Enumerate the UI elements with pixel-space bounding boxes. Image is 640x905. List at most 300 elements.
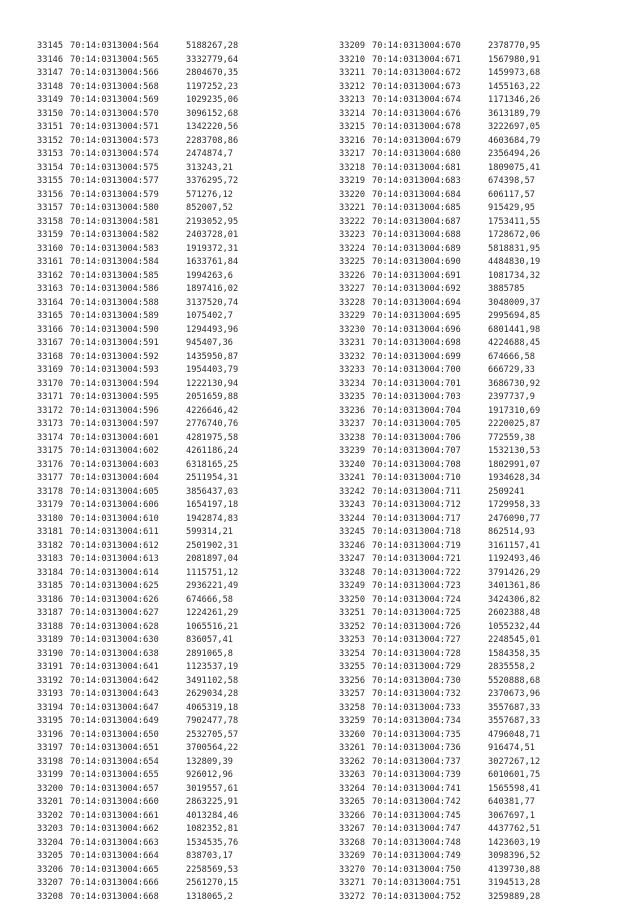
table-row <box>339 499 629 513</box>
table-row <box>339 351 629 365</box>
row-number: 33204 <box>37 837 64 848</box>
row-number: 33188 <box>37 621 64 632</box>
table-row <box>339 310 629 324</box>
row-number: 33167 <box>37 338 64 348</box>
cadastral-value: 571276,12 <box>186 189 234 200</box>
table-row <box>339 81 629 95</box>
table-row <box>37 891 327 905</box>
cadastral-value: 2356494,26 <box>488 149 541 159</box>
cadastral-number: 70:14:0313004:642 <box>70 675 159 686</box>
cadastral-number: 70:14:0313004:671 <box>372 54 461 65</box>
cadastral-value: 3137520,74 <box>186 297 239 308</box>
row-number: 33189 <box>37 635 64 645</box>
cadastral-value: 6801441,98 <box>488 324 541 335</box>
table-row <box>339 121 629 135</box>
cadastral-number: 70:14:0313004:651 <box>70 743 159 753</box>
cadastral-number: 70:14:0313004:700 <box>372 365 461 375</box>
cadastral-value: 2561270,15 <box>186 878 239 888</box>
cadastral-value: 599314,21 <box>186 527 234 537</box>
row-number: 33237 <box>339 419 366 429</box>
cadastral-value: 4065319,18 <box>186 702 239 713</box>
row-number: 33168 <box>37 351 64 362</box>
row-number: 33271 <box>339 878 366 888</box>
table-row <box>339 202 629 216</box>
cadastral-value: 3856437,03 <box>186 486 239 497</box>
table-row <box>37 769 327 783</box>
cadastral-value: 2511954,31 <box>186 473 239 483</box>
table-row <box>339 864 629 878</box>
row-number: 33245 <box>339 527 366 537</box>
cadastral-value: 4261186,24 <box>186 446 239 456</box>
cadastral-number: 70:14:0313004:605 <box>70 486 159 497</box>
row-number: 33216 <box>339 135 366 146</box>
cadastral-value: 5520888,68 <box>488 675 541 686</box>
row-number: 33226 <box>339 270 366 281</box>
cadastral-number: 70:14:0313004:601 <box>70 432 159 443</box>
table-row <box>339 216 629 230</box>
row-number: 33210 <box>339 54 366 65</box>
cadastral-number: 70:14:0313004:679 <box>372 135 461 146</box>
cadastral-value: 3686730,92 <box>488 378 541 389</box>
table-row <box>339 270 629 284</box>
cadastral-number: 70:14:0313004:742 <box>372 797 461 807</box>
row-number: 33263 <box>339 770 366 780</box>
cadastral-value: 3376295,72 <box>186 176 239 186</box>
row-number: 33156 <box>37 189 64 200</box>
cadastral-value: 1942874,83 <box>186 513 239 524</box>
cadastral-value: 1171346,26 <box>488 95 541 105</box>
cadastral-value: 3791426,29 <box>488 567 541 578</box>
table-row <box>339 445 629 459</box>
row-number: 33147 <box>37 68 64 78</box>
row-number: 33179 <box>37 500 64 510</box>
cadastral-number: 70:14:0313004:614 <box>70 567 159 578</box>
cadastral-number: 70:14:0313004:717 <box>372 513 461 524</box>
cadastral-number: 70:14:0313004:708 <box>372 459 461 470</box>
table-row <box>37 243 327 257</box>
cadastral-number: 70:14:0313004:673 <box>372 81 461 92</box>
cadastral-number: 70:14:0313004:730 <box>372 675 461 686</box>
cadastral-value: 2936221,49 <box>186 581 239 591</box>
table-row <box>339 621 629 635</box>
row-number: 33178 <box>37 486 64 497</box>
row-number: 33228 <box>339 297 366 308</box>
table-row <box>339 796 629 810</box>
row-number: 33227 <box>339 284 366 294</box>
cadastral-value: 1055232,44 <box>488 621 541 632</box>
table-row <box>37 486 327 500</box>
table-row <box>37 202 327 216</box>
table-row <box>37 40 327 54</box>
cadastral-number: 70:14:0313004:748 <box>372 837 461 848</box>
cadastral-value: 3161157,41 <box>488 540 541 551</box>
cadastral-number: 70:14:0313004:701 <box>372 378 461 389</box>
row-number: 33241 <box>339 473 366 483</box>
cadastral-number: 70:14:0313004:676 <box>372 108 461 119</box>
row-number: 33192 <box>37 675 64 686</box>
cadastral-number: 70:14:0313004:585 <box>70 270 159 281</box>
cadastral-number: 70:14:0313004:662 <box>70 824 159 834</box>
table-row <box>339 783 629 797</box>
row-number: 33221 <box>339 203 366 213</box>
row-number: 33176 <box>37 459 64 470</box>
table-row <box>37 499 327 513</box>
cadastral-number: 70:14:0313004:752 <box>372 891 461 902</box>
table-row <box>339 135 629 149</box>
cadastral-value: 1809075,41 <box>488 162 541 173</box>
cadastral-number: 70:14:0313004:592 <box>70 351 159 362</box>
cadastral-value: 4226646,42 <box>186 405 239 416</box>
table-row <box>37 459 327 473</box>
row-number: 33235 <box>339 392 366 402</box>
cadastral-number: 70:14:0313004:626 <box>70 594 159 605</box>
cadastral-number: 70:14:0313004:687 <box>372 216 461 227</box>
cadastral-value: 1342220,56 <box>186 122 239 132</box>
row-number: 33170 <box>37 378 64 389</box>
cadastral-value: 2804670,35 <box>186 68 239 78</box>
cadastral-value: 3557687,33 <box>488 716 541 726</box>
table-row <box>339 553 629 567</box>
table-row <box>339 634 629 648</box>
cadastral-number: 70:14:0313004:703 <box>372 392 461 402</box>
row-number: 33220 <box>339 189 366 200</box>
cadastral-value: 1075402,7 <box>186 311 234 321</box>
row-number: 33233 <box>339 365 366 375</box>
row-number: 33171 <box>37 392 64 402</box>
row-number: 33214 <box>339 108 366 119</box>
table-row <box>37 756 327 770</box>
cadastral-number: 70:14:0313004:641 <box>70 662 159 672</box>
right-column <box>339 40 629 904</box>
cadastral-value: 6010601,75 <box>488 770 541 780</box>
table-row <box>37 148 327 162</box>
table-row <box>339 810 629 824</box>
cadastral-number: 70:14:0313004:591 <box>70 338 159 348</box>
cadastral-value: 3019557,61 <box>186 783 239 794</box>
table-row <box>37 796 327 810</box>
row-number: 33257 <box>339 689 366 699</box>
cadastral-value: 666729,33 <box>488 365 536 375</box>
row-number: 33270 <box>339 864 366 875</box>
cadastral-value: 1423603,19 <box>488 837 541 848</box>
cadastral-value: 1654197,18 <box>186 500 239 510</box>
cadastral-number: 70:14:0313004:574 <box>70 149 159 159</box>
cadastral-value: 1459973,68 <box>488 68 541 78</box>
cadastral-number: 70:14:0313004:595 <box>70 392 159 402</box>
cadastral-value: 4603684,79 <box>488 135 541 146</box>
cadastral-value: 2051659,88 <box>186 392 239 402</box>
row-number: 33240 <box>339 459 366 470</box>
table-row <box>37 418 327 432</box>
row-number: 33249 <box>339 581 366 591</box>
row-number: 33184 <box>37 567 64 578</box>
cadastral-value: 3048009,37 <box>488 297 541 308</box>
cadastral-number: 70:14:0313004:728 <box>372 648 461 659</box>
cadastral-value: 3491102,58 <box>186 675 239 686</box>
cadastral-number: 70:14:0313004:606 <box>70 500 159 510</box>
cadastral-value: 3194513,28 <box>488 878 541 888</box>
row-number: 33152 <box>37 135 64 146</box>
table-row <box>37 877 327 891</box>
cadastral-number: 70:14:0313004:625 <box>70 581 159 591</box>
row-number: 33267 <box>339 824 366 834</box>
cadastral-value: 2629034,28 <box>186 689 239 699</box>
cadastral-number: 70:14:0313004:737 <box>372 756 461 767</box>
row-number: 33219 <box>339 176 366 186</box>
cadastral-value: 4437762,51 <box>488 824 541 834</box>
cadastral-number: 70:14:0313004:613 <box>70 554 159 564</box>
table-row <box>37 189 327 203</box>
table-row <box>37 54 327 68</box>
cadastral-value: 1065516,21 <box>186 621 239 632</box>
cadastral-value: 1753411,55 <box>488 216 541 227</box>
row-number: 33182 <box>37 540 64 551</box>
cadastral-value: 2476090,77 <box>488 513 541 524</box>
cadastral-value: 7902477,78 <box>186 716 239 726</box>
table-row <box>37 634 327 648</box>
cadastral-value: 4484830,19 <box>488 257 541 267</box>
cadastral-value: 2283708,86 <box>186 135 239 146</box>
table-row <box>339 108 629 122</box>
table-row <box>37 621 327 635</box>
cadastral-number: 70:14:0313004:581 <box>70 216 159 227</box>
cadastral-value: 836057,41 <box>186 635 234 645</box>
table-row <box>37 540 327 554</box>
cadastral-number: 70:14:0313004:588 <box>70 297 159 308</box>
row-number: 33162 <box>37 270 64 281</box>
cadastral-number: 70:14:0313004:704 <box>372 405 461 416</box>
cadastral-number: 70:14:0313004:568 <box>70 81 159 92</box>
cadastral-value: 2397737,9 <box>488 392 536 402</box>
row-number: 33187 <box>37 608 64 618</box>
row-number: 33145 <box>37 41 64 51</box>
row-number: 33197 <box>37 743 64 753</box>
cadastral-value: 1197252,23 <box>186 81 239 92</box>
table-row <box>37 648 327 662</box>
cadastral-number: 70:14:0313004:580 <box>70 203 159 213</box>
table-row <box>339 297 629 311</box>
cadastral-number: 70:14:0313004:732 <box>372 689 461 699</box>
cadastral-value: 2995694,85 <box>488 311 541 321</box>
cadastral-value: 2193052,95 <box>186 216 239 227</box>
row-number: 33258 <box>339 702 366 713</box>
cadastral-value: 2081897,04 <box>186 554 239 564</box>
table-row <box>339 837 629 851</box>
row-number: 33213 <box>339 95 366 105</box>
cadastral-value: 772559,38 <box>488 432 536 443</box>
table-row <box>339 486 629 500</box>
cadastral-number: 70:14:0313004:688 <box>372 230 461 240</box>
table-row <box>37 324 327 338</box>
cadastral-value: 3067697,1 <box>488 810 536 821</box>
cadastral-value: 2835558,2 <box>488 662 536 672</box>
cadastral-number: 70:14:0313004:666 <box>70 878 159 888</box>
row-number: 33191 <box>37 662 64 672</box>
cadastral-value: 1115751,12 <box>186 567 239 578</box>
cadastral-value: 2378770,95 <box>488 41 541 51</box>
cadastral-number: 70:14:0313004:630 <box>70 635 159 645</box>
cadastral-number: 70:14:0313004:672 <box>372 68 461 78</box>
cadastral-value: 3885785 <box>488 284 525 294</box>
row-number: 33247 <box>339 554 366 564</box>
cadastral-number: 70:14:0313004:668 <box>70 891 159 902</box>
table-row <box>37 162 327 176</box>
row-number: 33183 <box>37 554 64 564</box>
cadastral-value: 1435950,87 <box>186 351 239 362</box>
row-number: 33266 <box>339 810 366 821</box>
cadastral-number: 70:14:0313004:681 <box>372 162 461 173</box>
row-number: 33269 <box>339 851 366 861</box>
cadastral-value: 2602388,48 <box>488 608 541 618</box>
cadastral-value: 674398,57 <box>488 176 536 186</box>
row-number: 33172 <box>37 405 64 416</box>
row-number: 33155 <box>37 176 64 186</box>
row-number: 33238 <box>339 432 366 443</box>
cadastral-number: 70:14:0313004:684 <box>372 189 461 200</box>
table-row <box>37 580 327 594</box>
row-number: 33150 <box>37 108 64 119</box>
table-row <box>37 256 327 270</box>
table-row <box>37 526 327 540</box>
table-row <box>37 337 327 351</box>
cadastral-number: 70:14:0313004:750 <box>372 864 461 875</box>
row-number: 33246 <box>339 540 366 551</box>
table-row <box>37 567 327 581</box>
table-row <box>37 405 327 419</box>
cadastral-number: 70:14:0313004:722 <box>372 567 461 578</box>
table-row <box>37 310 327 324</box>
table-row <box>37 472 327 486</box>
row-number: 33222 <box>339 216 366 227</box>
table-row <box>37 121 327 135</box>
table-row <box>37 513 327 527</box>
cadastral-value: 1029235,06 <box>186 95 239 105</box>
cadastral-number: 70:14:0313004:570 <box>70 108 159 119</box>
cadastral-value: 1567980,91 <box>488 54 541 65</box>
cadastral-value: 2776740,76 <box>186 419 239 429</box>
cadastral-number: 70:14:0313004:699 <box>372 351 461 362</box>
cadastral-value: 1192493,46 <box>488 554 541 564</box>
cadastral-number: 70:14:0313004:590 <box>70 324 159 335</box>
row-number: 33199 <box>37 770 64 780</box>
row-number: 33186 <box>37 594 64 605</box>
table-row <box>339 891 629 905</box>
table-row <box>339 513 629 527</box>
table-row <box>339 648 629 662</box>
cadastral-value: 4281975,58 <box>186 432 239 443</box>
table-row <box>37 364 327 378</box>
cadastral-value: 2403728,01 <box>186 230 239 240</box>
cadastral-number: 70:14:0313004:643 <box>70 689 159 699</box>
table-row <box>339 229 629 243</box>
table-row <box>37 175 327 189</box>
cadastral-number: 70:14:0313004:727 <box>372 635 461 645</box>
cadastral-value: 945407,36 <box>186 338 234 348</box>
table-row <box>37 837 327 851</box>
table-row <box>37 729 327 743</box>
cadastral-number: 70:14:0313004:680 <box>372 149 461 159</box>
table-row <box>339 688 629 702</box>
cadastral-number: 70:14:0313004:597 <box>70 419 159 429</box>
row-number: 33157 <box>37 203 64 213</box>
cadastral-value: 2863225,91 <box>186 797 239 807</box>
row-number: 33215 <box>339 122 366 132</box>
cadastral-number: 70:14:0313004:747 <box>372 824 461 834</box>
table-row <box>339 243 629 257</box>
row-number: 33250 <box>339 594 366 605</box>
cadastral-number: 70:14:0313004:593 <box>70 365 159 375</box>
row-number: 33203 <box>37 824 64 834</box>
table-row <box>37 108 327 122</box>
cadastral-number: 70:14:0313004:660 <box>70 797 159 807</box>
cadastral-value: 2509241 <box>488 486 525 497</box>
table-row <box>339 405 629 419</box>
cadastral-number: 70:14:0313004:670 <box>372 41 461 51</box>
cadastral-number: 70:14:0313004:571 <box>70 122 159 132</box>
row-number: 33154 <box>37 162 64 173</box>
cadastral-value: 1123537,19 <box>186 662 239 672</box>
cadastral-number: 70:14:0313004:569 <box>70 95 159 105</box>
row-number: 33181 <box>37 527 64 537</box>
cadastral-number: 70:14:0313004:710 <box>372 473 461 483</box>
cadastral-value: 1919372,31 <box>186 243 239 254</box>
table-row <box>339 256 629 270</box>
cadastral-number: 70:14:0313004:691 <box>372 270 461 281</box>
cadastral-number: 70:14:0313004:579 <box>70 189 159 200</box>
table-row <box>339 540 629 554</box>
table-row <box>339 391 629 405</box>
cadastral-value: 3222697,05 <box>488 122 541 132</box>
table-row <box>37 229 327 243</box>
row-number: 33207 <box>37 878 64 888</box>
row-number: 33153 <box>37 149 64 159</box>
row-number: 33149 <box>37 95 64 105</box>
cadastral-value: 3700564,22 <box>186 743 239 753</box>
row-number: 33198 <box>37 756 64 767</box>
row-number: 33268 <box>339 837 366 848</box>
row-number: 33256 <box>339 675 366 686</box>
cadastral-number: 70:14:0313004:736 <box>372 743 461 753</box>
row-number: 33158 <box>37 216 64 227</box>
cadastral-value: 2474874,7 <box>186 149 234 159</box>
table-row <box>37 783 327 797</box>
cadastral-number: 70:14:0313004:575 <box>70 162 159 173</box>
cadastral-number: 70:14:0313004:628 <box>70 621 159 632</box>
row-number: 33260 <box>339 729 366 740</box>
table-row <box>339 850 629 864</box>
table-row <box>37 607 327 621</box>
cadastral-value: 1081734,32 <box>488 270 541 281</box>
cadastral-number: 70:14:0313004:707 <box>372 446 461 456</box>
row-number: 33212 <box>339 81 366 92</box>
table-row <box>339 364 629 378</box>
table-row <box>339 702 629 716</box>
cadastral-number: 70:14:0313004:582 <box>70 230 159 240</box>
cadastral-number: 70:14:0313004:723 <box>372 581 461 591</box>
cadastral-number: 70:14:0313004:685 <box>372 203 461 213</box>
cadastral-number: 70:14:0313004:739 <box>372 770 461 780</box>
cadastral-number: 70:14:0313004:711 <box>372 486 461 497</box>
row-number: 33146 <box>37 54 64 65</box>
cadastral-number: 70:14:0313004:712 <box>372 500 461 510</box>
cadastral-value: 1455163,22 <box>488 81 541 92</box>
table-row <box>37 864 327 878</box>
cadastral-number: 70:14:0313004:611 <box>70 527 159 537</box>
row-number: 33223 <box>339 230 366 240</box>
cadastral-number: 70:14:0313004:745 <box>372 810 461 821</box>
table-row <box>339 729 629 743</box>
row-number: 33206 <box>37 864 64 875</box>
